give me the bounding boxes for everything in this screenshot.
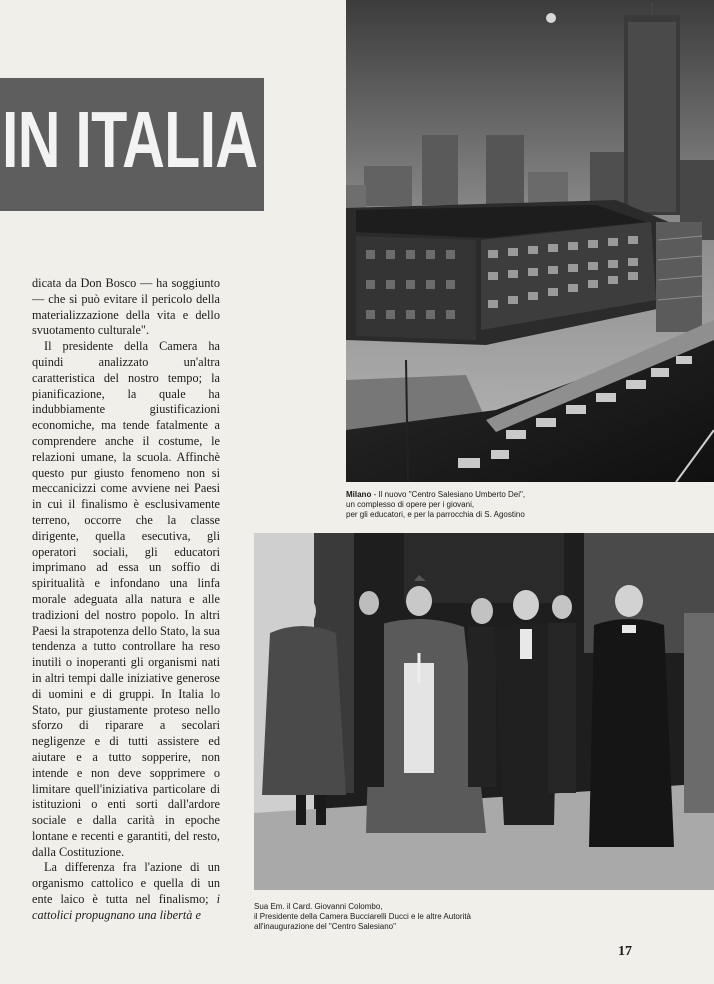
inauguration-photo <box>254 533 714 890</box>
caption-line: per gli educatori, e per la parrocchia di S. Agostino <box>346 510 525 519</box>
caption-line: Sua Em. il Card. Giovanni Colombo, <box>254 902 383 911</box>
caption-city: Milano <box>346 490 372 499</box>
article-italic-text: i cattolici propugnano una libertà e <box>32 892 220 922</box>
caption-line: il Presidente della Camera Bucciarelli Ducci e le altre Autorità <box>254 912 471 921</box>
caption-line: all'inaugurazione del "Centro Salesiano" <box>254 922 396 931</box>
article-paragraph-text: La differenza fra l'azione di un organismo cattolico e quella di un ente laico è tutta nel finalismo; <box>32 860 220 907</box>
section-banner <box>0 78 264 211</box>
article-paragraph <box>32 860 220 923</box>
article-paragraph: Il presidente della Camera ha quindi analizzato un'altra caratteristica del nostro tempo; la pianificazione, la quale ha indubbiamente giustificazioni economiche, ma tende fatalmente a comprendere anche il costume, le relazioni umane, la scuola. Affinchè questo pur giusto fenomeno non si meccanicizzi come avviene nei Paesi in cui il finalismo è esclusivamente terreno, occorre che la classe dirigente, quella esecutiva, gli operatori sociali, gli educatori imprimano ad essa un soffio di spiritualità e infondano una linfa morale adeguata alla natura e alle tradizioni del nostro popolo. In altri Paesi la strapotenza dello Stato, la sua tendenza a tutto controllare ha reso inutili o inoperanti gli organismi nati in altri tempi dalle iniziative generose di uomini e di gruppi. In Italia lo Stato, pur giustamente proteso nello sforzo di riparare a secolari negligenze e di tutti assistere ed aiutare e a tutto sopperire, non intende e non deve sopprimere o limitare quell'iniziativa particolare di istituzioni o enti sorti dall'ardore sociale e dalla carità in epoche lontane e recenti e garantiti, del resto, dalla Costituzione. <box>32 339 220 859</box>
caption-line: un complesso di opere per i giovani, <box>346 500 475 509</box>
section-title: IN ITALIA <box>2 95 258 184</box>
inauguration-photo-caption <box>254 902 714 932</box>
caption-title: - Il nuovo "Centro Salesiano Umberto Dei", <box>371 490 526 499</box>
caption-line <box>346 490 714 500</box>
page-number: 17 <box>618 944 632 959</box>
building-photo <box>346 0 714 482</box>
building-photo-caption <box>346 490 714 520</box>
article-paragraph: dicata da Don Bosco — ha soggiunto — che si può evitare il pericolo della materializzazione della vita e dello svuotamento culturale". <box>32 276 220 338</box>
article-column <box>32 276 220 924</box>
